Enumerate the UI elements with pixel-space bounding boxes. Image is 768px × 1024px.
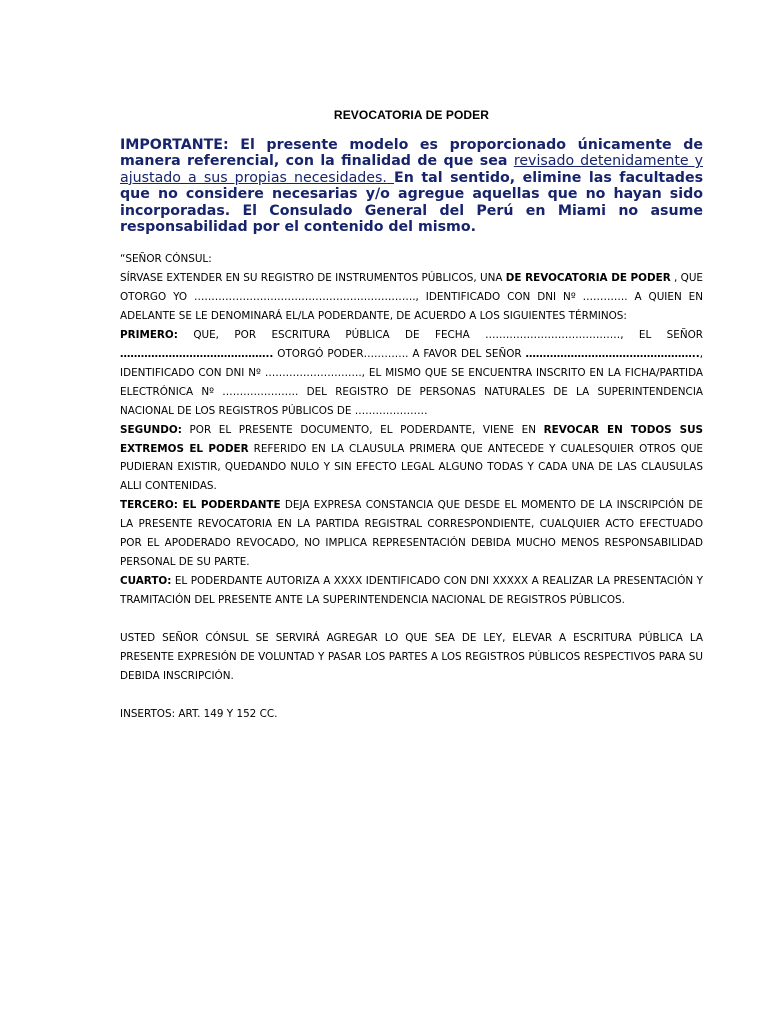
salutation: “SEÑOR CÓNSUL: (120, 253, 212, 265)
tercero-text-1: DEJA EXPRESA CONSTANCIA QUE DESDE EL MOMENTO DE LA INSCRIPCIÓN DE LA PRESENTE REVOCATORIA EN LA PARTIDA REGISTRAL CORRESPONDIENTE, CUALQUIER ACTO EFECTUADO POR EL APODERADO REVOCADO, NO IMPLICA REPRESENTACIÓN DEBIDA MUCHO MENOS RESPONSABILIDAD PERSONAL DE SU PARTE. (120, 499, 703, 569)
closing-paragraph: USTED SEÑOR CÓNSUL SE SERVIRÁ AGREGAR LO QUE SEA DE LEY, ELEVAR A ESCRITURA PÚBLICA LA PRESENTE EXPRESIÓN DE VOLUNTAD Y PASAR LOS PARTES A LOS REGISTROS PÚBLICOS RESPECTIVOS PARA SU DEBIDA INSCRIPCIÓN. (120, 632, 703, 682)
primero-text-3: , IDENTIFICADO CON DNI Nº ………………………., EL MISMO QUE SE ENCUENTRA INSCRITO EN LA FICHA/PARTIDA ELECTRÓNICA Nº …………………. DEL REGISTRO DE PERSONAS NATURALES DE LA SUPERINTENDENCIA NACIONAL DE LOS REGISTROS PÚBLICOS DE ………………… (120, 347, 703, 417)
document-body (120, 250, 703, 724)
primero-bold-2: ………………………………………….. (525, 347, 700, 360)
primero-text-2: OTORGÓ PODER…………. A FAVOR DEL SEÑOR (273, 347, 526, 360)
paragraph-gap (120, 610, 703, 629)
notice-text-1: El presente modelo es proporcionado únicamente de manera referencial, con la finalidad de que sea (120, 137, 703, 170)
notice-label: IMPORTANTE: (120, 137, 229, 153)
notice-text-2: En tal sentido, elimine las facultades que no considere necesarias y/o agregue aquellas que no hayan sido incorporadas. El Consulado General del Perú en Miami no asume responsabilidad por el contenido del mismo. (120, 169, 704, 236)
segundo-bold-1: REVOCAR EN TODOS SUS EXTREMOS EL PODER (120, 423, 703, 455)
insertos-line: INSERTOS: ART. 149 Y 152 CC. (120, 707, 278, 720)
clause-tercero (120, 496, 703, 572)
document-title: REVOCATORIA DE PODER (333, 108, 490, 122)
clause-primero (120, 326, 703, 421)
tercero-label: TERCERO: EL PODERDANTE (120, 499, 281, 512)
intro-text-1: SÍRVASE EXTENDER EN SU REGISTRO DE INSTRUMENTOS PÚBLICOS, UNA (120, 271, 506, 284)
segundo-text-2: REFERIDO EN LA CLAUSULA PRIMERA QUE ANTECEDE Y CUALESQUIER OTROS QUE PUDIERAN EXISTIR, QUEDANDO NULO Y SIN EFECTO LEGAL ALGUNO TODAS Y CADA UNA DE LAS CLAUSULAS ALLI CONTENIDAS. (120, 442, 703, 493)
clause-cuarto (120, 572, 703, 610)
important-notice (120, 137, 703, 235)
intro-text-2: , QUE OTORGO YO ………………………………………………………., IDENTIFICADO CON DNI Nº …………. A QUIEN EN ADELANTE SE LE DENOMINARÁ EL/LA PODERDANTE, DE ACUERDO A LOS SIGUIENTES TÉRMINOS: (120, 271, 703, 322)
primero-bold-1: …………………………………….. (120, 347, 274, 360)
intro-bold-1: DE REVOCATORIA DE PODER (505, 271, 671, 284)
intro-paragraph (120, 269, 703, 326)
clause-segundo (120, 421, 703, 497)
cuarto-label: CUARTO: (120, 575, 172, 588)
notice-underlined-text: revisado detenidamente y ajustado a sus propias necesidades. (120, 153, 703, 186)
cuarto-text-1: EL PODERDANTE AUTORIZA A XXXX IDENTIFICADO CON DNI XXXXX A REALIZAR LA PRESENTACIÓN Y TRAMITACIÓN DEL PRESENTE ANTE LA SUPERINTENDENCIA NACIONAL DE REGISTROS PÚBLICOS. (120, 575, 703, 607)
paragraph-gap (120, 686, 703, 705)
notice-underlined-space (387, 170, 394, 186)
segundo-label: SEGUNDO: (120, 423, 182, 436)
primero-text-1: QUE, POR ESCRITURA PÚBLICA DE FECHA …………………………………, EL SEÑOR (177, 328, 703, 341)
primero-label: PRIMERO: (120, 328, 178, 341)
segundo-text-1: POR EL PRESENTE DOCUMENTO, EL PODERDANTE, VIENE EN (181, 423, 544, 436)
